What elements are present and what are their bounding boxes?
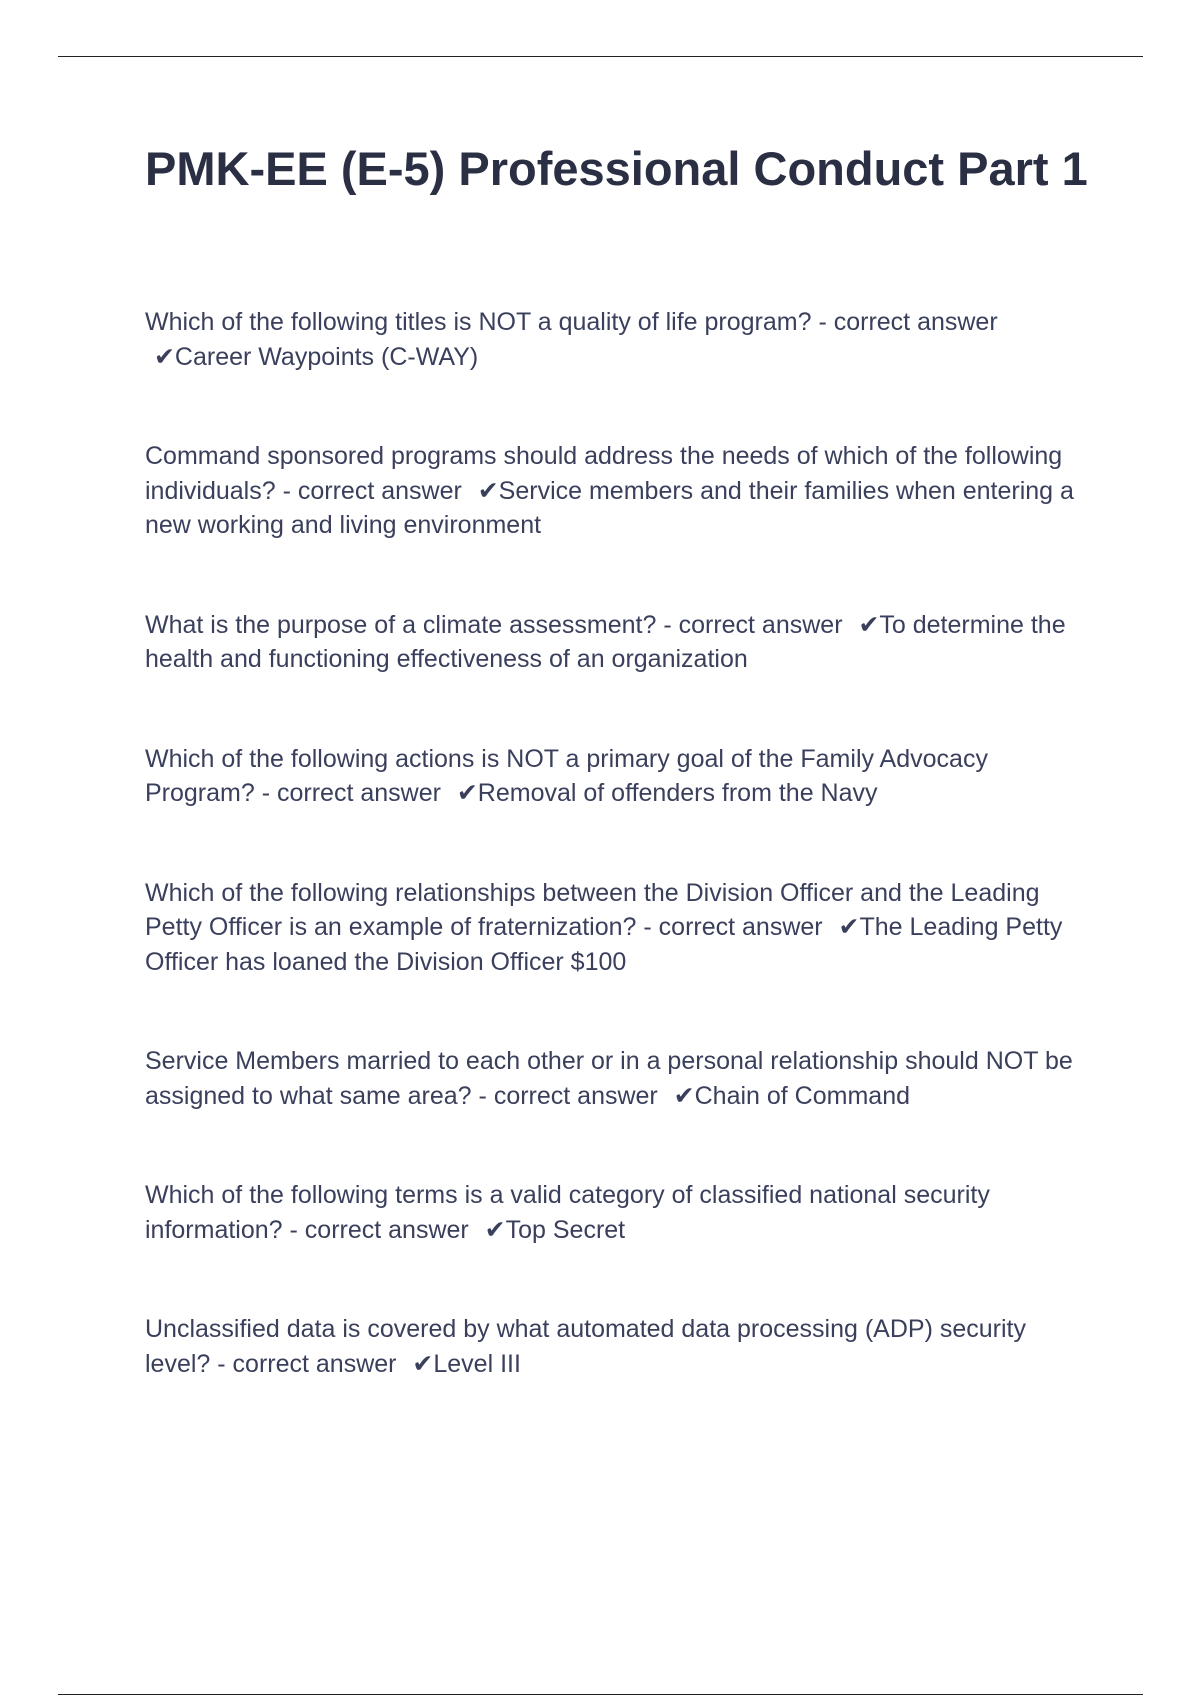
answer-text: Chain of Command	[694, 1081, 911, 1110]
question-text: Which of the following titles is NOT a quality of life program?	[145, 308, 812, 336]
top-rule	[58, 56, 1143, 57]
check-icon: ✔	[153, 342, 175, 371]
question-text: Unclassified data is covered by what automated data processing (ADP) security level?	[145, 1315, 1026, 1378]
answer-text: The Leading Petty Officer has loaned the Division Officer $100	[145, 913, 1063, 976]
correct-answer-label: - correct answer	[217, 1349, 397, 1378]
question-text: Which of the following terms is a valid category of classified national security information?	[145, 1181, 990, 1244]
check-icon: ✔	[858, 610, 880, 639]
answer-text: To determine the health and functioning effectiveness of an organization	[145, 610, 1066, 673]
check-icon: ✔	[838, 913, 860, 941]
correct-answer-label: - correct answer	[261, 779, 441, 807]
qa-item	[145, 876, 1095, 980]
qa-list	[145, 305, 1095, 1381]
qa-item	[145, 742, 1095, 811]
qa-item	[145, 1178, 1095, 1247]
answer-text: Top Secret	[505, 1215, 626, 1244]
check-icon: ✔	[477, 476, 499, 505]
correct-answer-label: - correct answer	[663, 610, 843, 639]
qa-item	[145, 1312, 1095, 1381]
question-text: Service Members married to each other or in a personal relationship should NOT be assigned to what same area?	[145, 1047, 1073, 1110]
answer-text: Removal of offenders from the Navy	[477, 779, 878, 807]
answer-text: Service members and their families when entering a new working and living environment	[145, 476, 1074, 539]
question-text: Which of the following relationships between the Division Officer and the Leading Petty Officer is an example of fraternization?	[145, 878, 1040, 941]
correct-answer-label: - correct answer	[289, 1215, 469, 1244]
answer-text: Career Waypoints (C-WAY)	[174, 342, 479, 371]
check-icon: ✔	[673, 1081, 695, 1110]
correct-answer-label: - correct answer	[282, 476, 462, 505]
qa-item	[145, 439, 1095, 543]
qa-item	[145, 305, 1095, 374]
qa-item	[145, 608, 1095, 677]
check-icon: ✔	[484, 1215, 506, 1244]
qa-item	[145, 1044, 1095, 1113]
question-text: Which of the following actions is NOT a primary goal of the Family Advocacy Program?	[145, 744, 988, 807]
check-icon: ✔	[412, 1349, 434, 1378]
bottom-rule	[58, 1694, 1143, 1695]
correct-answer-label: - correct answer	[478, 1081, 658, 1110]
question-text: What is the purpose of a climate assessment?	[145, 610, 657, 639]
correct-answer-label: - correct answer	[818, 308, 998, 336]
correct-answer-label: - correct answer	[643, 913, 823, 941]
question-text: Command sponsored programs should address the needs of which of the following individuals?	[145, 442, 1063, 505]
page-title: PMK-EE (E-5) Professional Conduct Part 1	[145, 142, 1088, 195]
answer-text: Level III	[433, 1349, 521, 1378]
check-icon: ✔	[456, 779, 478, 807]
